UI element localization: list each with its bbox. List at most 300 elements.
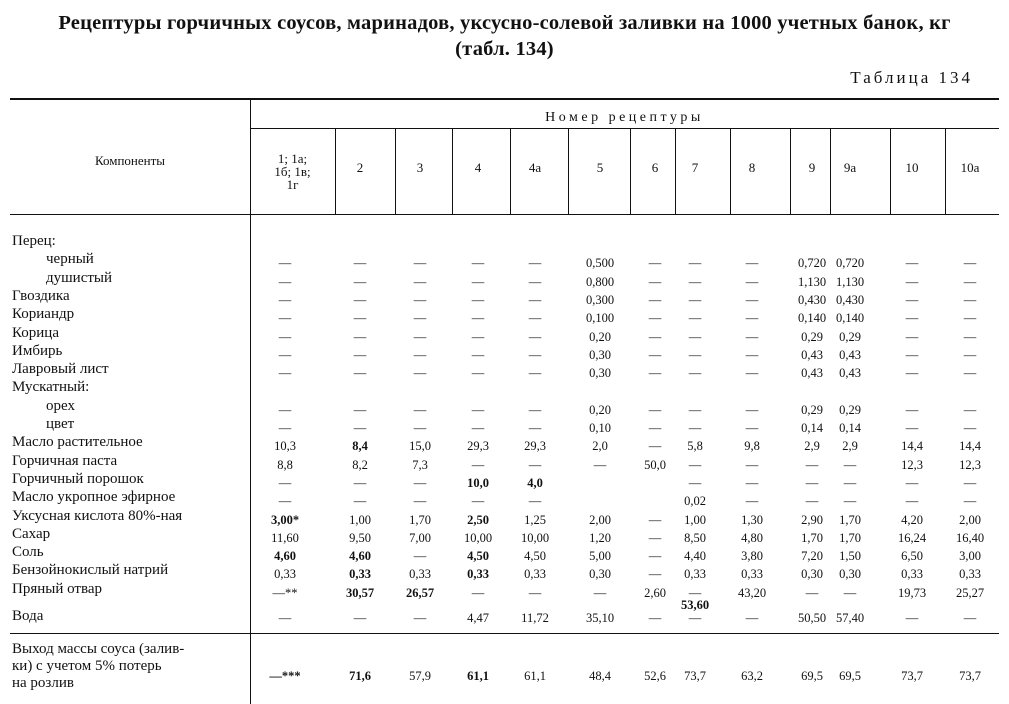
table-cell: 8,50: [684, 530, 706, 545]
col-header: 4: [474, 160, 482, 175]
col-header: 5: [596, 160, 604, 175]
table-cell: —: [805, 475, 819, 490]
table-cell: —: [413, 292, 427, 307]
row-label: орех: [46, 397, 75, 414]
table-cell: 61,1: [524, 669, 546, 683]
table-cell: 0,30: [839, 567, 861, 582]
table-cell: —: [963, 292, 977, 307]
table-cell: —: [353, 366, 367, 381]
table-cell: 0,30: [589, 347, 611, 362]
table-cell: —: [471, 366, 485, 381]
table-cell: —: [648, 439, 662, 454]
table-cell: 1,130: [797, 274, 827, 289]
table-cell: —: [648, 292, 662, 307]
table-cell: 1,00: [349, 512, 371, 527]
table-cell: 4,0: [527, 475, 543, 490]
table-cell: —: [278, 475, 292, 490]
row-label: Сахар: [12, 525, 51, 542]
table-cell: 57,9: [409, 669, 431, 683]
row-label-water: Вода: [12, 608, 44, 624]
table-cell: —: [745, 347, 759, 362]
table-cell: —: [278, 402, 292, 417]
table-cell: —: [413, 402, 427, 417]
yield-label-line: Выход массы соуса (залив-: [12, 641, 185, 657]
table-cell: —: [593, 457, 607, 472]
table-cell: —: [745, 611, 759, 625]
table-cell: 0,29: [839, 402, 861, 417]
table-cell: 14,4: [901, 439, 923, 454]
table-cell: 11,72: [521, 611, 549, 625]
table-cell: —: [963, 611, 977, 625]
table-cell: —: [688, 475, 702, 490]
table-cell: —: [471, 274, 485, 289]
table-cell: 0,43: [801, 366, 823, 381]
table-cell: 3,80: [741, 549, 763, 564]
table-cell: —: [688, 347, 702, 362]
table-cell: —: [963, 475, 977, 490]
table-cell: —: [688, 311, 702, 326]
table-cell: —: [905, 329, 919, 344]
table-cell: 5,8: [687, 439, 703, 454]
table-cell: 0,14: [801, 421, 823, 435]
table-cell: —: [905, 475, 919, 490]
table-cell: 0,100: [585, 311, 615, 326]
table-cell: 35,10: [585, 611, 615, 625]
table-cell: 1,130: [835, 274, 865, 289]
table-cell: 50,0: [644, 457, 666, 472]
table-cell: 7,20: [801, 549, 823, 564]
table-cell: 10,3: [274, 439, 296, 454]
col-header: 10а: [960, 160, 980, 175]
table-cell: —: [593, 585, 607, 600]
table-cell: —: [688, 611, 702, 625]
table-cell: 0,33: [901, 567, 923, 582]
rule-under-header: [10, 214, 999, 215]
table-cell: 11,60: [271, 530, 299, 545]
table-cell: —: [745, 475, 759, 490]
table-cell: —: [905, 494, 919, 509]
table-cell: —: [688, 256, 702, 271]
table-cell: —: [745, 274, 759, 289]
table-cell: 8,8: [277, 457, 293, 472]
table-cell-extra: 53,60: [680, 598, 710, 612]
table-cell: 4,50: [524, 549, 546, 564]
table-cell: 12,3: [959, 457, 981, 472]
table-cell: —: [413, 256, 427, 271]
table-cell: 1,70: [839, 530, 861, 545]
table-cell: 0,33: [274, 567, 296, 582]
table-cell: —: [648, 274, 662, 289]
table-cell: 14,4: [959, 439, 981, 454]
table-cell: 0,33: [741, 567, 763, 582]
table-cell: —: [648, 311, 662, 326]
table-cell: 73,7: [901, 669, 923, 683]
table-cell: —: [648, 347, 662, 362]
table-cell: —: [278, 347, 292, 362]
table-cell: 0,10: [589, 421, 611, 435]
table-cell: 0,500: [585, 256, 615, 271]
table-cell: 1,70: [409, 512, 431, 527]
table-cell: —: [648, 512, 662, 527]
table-cell: 2,90: [801, 512, 823, 527]
table-cell: —: [963, 347, 977, 362]
table-cell: —: [278, 611, 292, 625]
table-cell: 2,60: [644, 585, 666, 600]
table-cell: 0,33: [349, 567, 371, 582]
table-cell: —: [528, 292, 542, 307]
table-cell: 4,47: [467, 611, 489, 625]
page-title: [0, 10, 1009, 62]
table-cell: 0,430: [835, 292, 865, 307]
table-cell: —: [413, 494, 427, 509]
col-header: 8: [748, 160, 756, 175]
table-cell: 29,3: [524, 439, 546, 454]
table-cell: —: [905, 274, 919, 289]
table-cell: 16,24: [897, 530, 927, 545]
row-label: цвет: [46, 416, 75, 432]
table-cell: —: [648, 366, 662, 381]
table-cell: 0,20: [589, 329, 611, 344]
table-cell: —: [648, 329, 662, 344]
table-cell: 5,00: [589, 549, 611, 564]
table-cell: —: [353, 347, 367, 362]
table-cell: —: [471, 347, 485, 362]
table-cell: 3,00: [959, 549, 981, 564]
table-cell: —: [471, 292, 485, 307]
table-cell: 1,00: [684, 512, 706, 527]
table-cell: 2,9: [842, 439, 858, 454]
table-cell: —: [648, 530, 662, 545]
col-header-first-line: 1б; 1в;: [274, 164, 311, 179]
table-cell: —: [963, 256, 977, 271]
col-header-first-line: 1г: [286, 177, 299, 192]
table-cell: 26,57: [405, 585, 435, 600]
table-cell: —: [278, 421, 292, 435]
table-cell: 73,7: [959, 669, 981, 683]
row-label: Пряный отвар: [12, 580, 103, 597]
table-cell: 69,5: [839, 669, 861, 683]
table-cell: —: [353, 274, 367, 289]
table-cell: 0,30: [589, 366, 611, 381]
table-cell: —: [745, 366, 759, 381]
table-cell: —: [278, 494, 292, 509]
table-cell: —: [353, 402, 367, 417]
table-cell: 0,140: [835, 311, 865, 326]
table-cell: 25,27: [955, 585, 985, 600]
col-header: 9а: [843, 160, 857, 175]
row-label: Перец:: [12, 233, 56, 249]
table-cell: —: [805, 585, 819, 600]
table-cell: —: [905, 292, 919, 307]
table-cell: —: [648, 549, 662, 564]
table-cell: 1,70: [839, 512, 861, 527]
table-cell: —: [471, 329, 485, 344]
yield-label-line: на розлив: [12, 675, 74, 691]
table-cell: 7,00: [409, 530, 431, 545]
table-cell: —: [413, 347, 427, 362]
table-cell: 48,4: [589, 669, 611, 683]
table-cell: 16,40: [955, 530, 985, 545]
table-cell: 0,33: [959, 567, 981, 582]
table-cell: —: [843, 475, 857, 490]
table-cell: 1,50: [839, 549, 861, 564]
col-header: 10: [905, 160, 919, 175]
table-cell: —**: [272, 585, 298, 600]
row-label: Имбирь: [12, 342, 63, 359]
row-label: Соль: [12, 544, 44, 561]
table-cell: —: [413, 329, 427, 344]
table-cell: —: [905, 421, 919, 435]
table-cell: —: [528, 329, 542, 344]
table-cell: —: [471, 585, 485, 600]
table-cell: 52,6: [644, 669, 666, 683]
table-cell: —: [278, 292, 292, 307]
table-cell: 4,60: [274, 549, 296, 564]
table-cell: —: [471, 421, 485, 435]
rule-top: [10, 98, 999, 100]
table-cell: —: [648, 256, 662, 271]
table-cell: 2,00: [589, 512, 611, 527]
table-cell: 4,80: [741, 530, 763, 545]
table-cell: 10,00: [463, 530, 493, 545]
row-label: Масло растительное: [12, 434, 143, 451]
table-cell: 0,33: [467, 567, 489, 582]
title-line-1: Рецептуры горчичных соусов, маринадов, уксусно-солевой заливки на 1000 учетных банок, кг: [58, 12, 951, 34]
table-cell: —: [843, 457, 857, 472]
table-cell: 0,430: [797, 292, 827, 307]
row-label: Уксусная кислота 80%-ная: [12, 507, 183, 524]
table-cell: 0,30: [589, 567, 611, 582]
table-cell: 63,2: [741, 669, 763, 683]
table-cell: 1,25: [524, 512, 546, 527]
table-cell: —: [805, 494, 819, 509]
table-cell: 1,20: [589, 530, 611, 545]
table-cell: —: [745, 457, 759, 472]
table-cell: 0,20: [589, 402, 611, 417]
table-cell: —: [648, 611, 662, 625]
table-cell: —: [353, 475, 367, 490]
table-cell: —: [413, 475, 427, 490]
table-cell: 57,40: [835, 611, 865, 625]
table-cell: 10,00: [520, 530, 550, 545]
table-cell: —: [843, 585, 857, 600]
table-cell: —: [528, 347, 542, 362]
table-cell: —: [528, 421, 542, 435]
table-cell: —: [745, 402, 759, 417]
table-cell: —: [413, 311, 427, 326]
table-cell: 4,50: [467, 549, 489, 564]
row-label: Гвоздика: [12, 287, 70, 304]
row-label: Масло укропное эфирное: [12, 489, 176, 506]
row-label: черный: [46, 251, 94, 268]
table-cell: 19,73: [897, 585, 927, 600]
table-cell: —: [528, 402, 542, 417]
table-cell: —: [745, 421, 759, 435]
table-cell: 4,20: [901, 512, 923, 527]
table-cell: —: [353, 329, 367, 344]
title-line-2: (табл. 134): [455, 38, 554, 60]
table-cell: 0,300: [585, 292, 615, 307]
table-cell: —: [413, 274, 427, 289]
table-cell: —: [745, 329, 759, 344]
table-cell: 0,29: [801, 402, 823, 417]
table-cell: —: [278, 274, 292, 289]
table-cell: 30,57: [345, 585, 375, 600]
table-cell: —: [688, 585, 702, 600]
table-cell: 0,43: [839, 347, 861, 362]
table-cell: 71,6: [349, 669, 371, 683]
table-cell: —: [905, 402, 919, 417]
table-cell: 0,720: [797, 256, 827, 271]
table-cell: 29,3: [467, 439, 489, 454]
table-cell: 0,02: [684, 494, 706, 509]
table-cell: 0,33: [684, 567, 706, 582]
table-cell: 6,50: [901, 549, 923, 564]
row-label: Бензойнокислый натрий: [12, 562, 169, 579]
components-header: Компоненты: [94, 153, 166, 168]
table-cell: —: [963, 311, 977, 326]
table-cell: —: [963, 402, 977, 417]
table-cell: —: [905, 366, 919, 381]
col-header-first-line: 1; 1а;: [277, 151, 308, 166]
table-cell: 10,0: [467, 475, 489, 490]
table-cell: —: [471, 457, 485, 472]
table-cell: —: [963, 274, 977, 289]
table-cell: 9,8: [744, 439, 760, 454]
table-cell: 0,800: [585, 274, 615, 289]
row-label: Кориандр: [12, 306, 75, 323]
table-cell: 7,3: [412, 457, 428, 472]
table-cell: 0,33: [524, 567, 546, 582]
table-cell: 0,43: [839, 366, 861, 381]
table-cell: —: [353, 421, 367, 435]
table-cell: 0,33: [409, 567, 431, 582]
table-cell: 61,1: [467, 669, 489, 683]
table-cell: —: [688, 402, 702, 417]
table-cell: 2,0: [592, 439, 608, 454]
table-cell: —: [528, 366, 542, 381]
table-cell: —: [278, 256, 292, 271]
table-cell: —: [905, 256, 919, 271]
table-cell: 2,9: [804, 439, 820, 454]
table-cell: —: [688, 292, 702, 307]
table-cell: 15,0: [409, 439, 431, 454]
table-cell: 9,50: [349, 530, 371, 545]
rule-before-yield: [10, 633, 999, 634]
table-cell: —: [528, 494, 542, 509]
table-cell: 0,30: [801, 567, 823, 582]
table-cell: —: [688, 274, 702, 289]
row-label: душистый: [46, 269, 113, 286]
table-cell: —: [528, 585, 542, 600]
table-cell: 8,2: [352, 457, 368, 472]
row-label: Корица: [12, 324, 59, 341]
table-cell: —: [843, 494, 857, 509]
row-label: Горчичная паста: [12, 452, 118, 469]
table-cell: 43,20: [737, 585, 767, 600]
table-cell: 0,43: [801, 347, 823, 362]
table-caption: Таблица 134: [850, 68, 973, 87]
table-cell: —: [353, 611, 367, 625]
table-cell: —: [471, 402, 485, 417]
table-cell: —: [278, 311, 292, 326]
table-cell: —: [353, 311, 367, 326]
table-cell: —: [745, 494, 759, 509]
table-cell: —: [905, 311, 919, 326]
recipe-number-header: Номер рецептуры: [545, 110, 704, 125]
vline-col-4: [568, 129, 569, 214]
table-cell: —: [963, 366, 977, 381]
table-cell: 2,00: [959, 512, 981, 527]
table-cell: —: [688, 329, 702, 344]
col-header: 9: [808, 160, 816, 175]
yield-label-line: ки) с учетом 5% потерь: [12, 658, 162, 674]
col-header: 6: [651, 160, 659, 175]
table-cell: 50,50: [797, 611, 827, 625]
table-cell: —: [648, 567, 662, 582]
table-cell: 4,60: [349, 549, 371, 564]
table-cell: —: [905, 611, 919, 625]
table-cell: —: [648, 421, 662, 435]
table-cell: 1,30: [741, 512, 763, 527]
row-label: Лавровый лист: [12, 361, 109, 378]
row-label: Горчичный порошок: [12, 470, 144, 487]
table-cell: —: [413, 366, 427, 381]
table-cell: —: [278, 366, 292, 381]
table-cell: 0,14: [839, 421, 861, 435]
table-cell: —: [471, 311, 485, 326]
table-cell: —: [745, 292, 759, 307]
col-header: 7: [691, 160, 699, 175]
table-cell: —: [745, 311, 759, 326]
table-cell: —: [805, 457, 819, 472]
table-cell: —: [413, 611, 427, 625]
table-cell: —: [278, 329, 292, 344]
col-header: 2: [356, 160, 364, 175]
table-cell: —: [353, 256, 367, 271]
table-cell: 0,720: [835, 256, 865, 271]
table-cell: —: [471, 494, 485, 509]
table-cell: —: [963, 329, 977, 344]
table-cell: —: [528, 256, 542, 271]
table-cell: —: [963, 494, 977, 509]
table-cell: —: [413, 549, 427, 564]
table-cell: 73,7: [684, 669, 706, 683]
table-cell: 0,29: [801, 329, 823, 344]
col-header: 4а: [528, 160, 542, 175]
table-cell: —: [745, 256, 759, 271]
table-cell: —: [688, 366, 702, 381]
row-label: Мускатный:: [12, 379, 90, 396]
table-cell: 0,140: [797, 311, 827, 326]
table-cell: 12,3: [901, 457, 923, 472]
table-cell: —: [688, 457, 702, 472]
table-cell: 69,5: [801, 669, 823, 683]
table-cell: —: [413, 421, 427, 435]
table-cell: 4,40: [684, 549, 706, 564]
table-cell: —: [528, 457, 542, 472]
table-cell: —: [353, 292, 367, 307]
table-cell: —: [528, 274, 542, 289]
table-cell: —: [528, 311, 542, 326]
table-cell: —: [688, 421, 702, 435]
table-cell: —: [905, 347, 919, 362]
table-cell: 3,00*: [270, 512, 300, 527]
col-header: 3: [416, 160, 424, 175]
table-cell: —***: [269, 669, 301, 683]
table-cell: 2,50: [467, 512, 489, 527]
table-cell: 8,4: [352, 439, 368, 454]
